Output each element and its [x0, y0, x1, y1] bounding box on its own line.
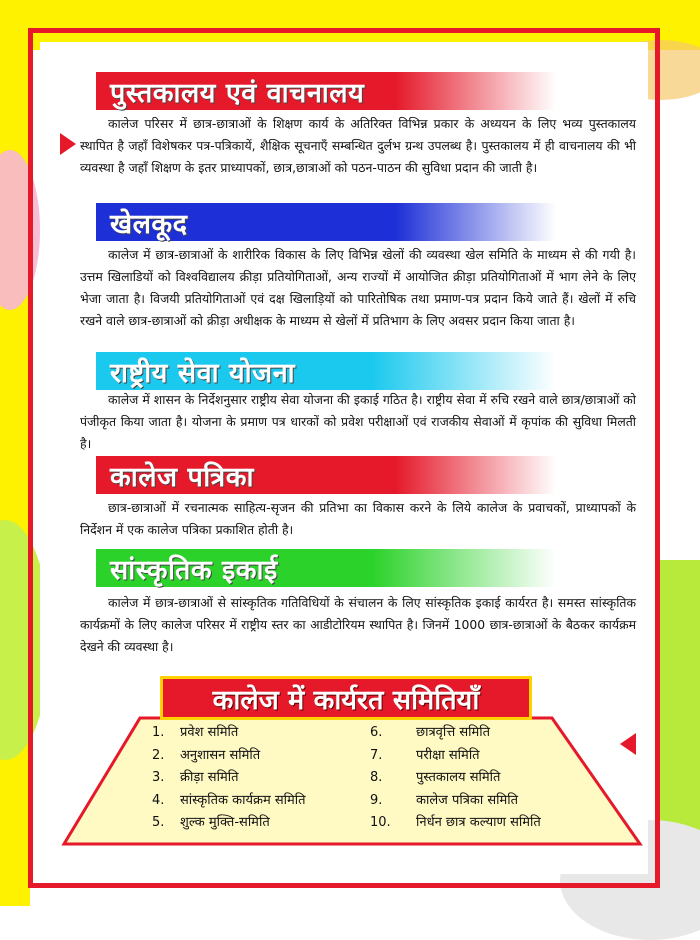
list-number: 8.	[370, 770, 383, 786]
list-label: निर्धन छात्र कल्याण समिति	[416, 815, 541, 831]
section-text-library: कालेज परिसर में छात्र-छात्राओं के शिक्षण कार्य के अतिरिक्त विभिन्न प्रकार के अध्ययन के लिए भव्य पुस्तकालय स्थापित है जहाँ विशेषकर पत्र-पत्रिकायें, शैक्षिक सूचनाएँ सम्बन्धित दुर्लभ ग्रन्थ उपलब्ध है। पुस्तकालय में ही वाचनालय की भी व्यवस्था है जहाँ शिक्षण के इतर प्राध्यापकों, छात्र,छात्राओं को पठन-पाठन की सुविधा प्रदान की जाती है।	[80, 116, 636, 175]
section-text-nss: कालेज में शासन के निर्देशनुसार राष्ट्रीय सेवा योजना की इकाई गठित है। राष्ट्रीय सेवा में रुचि रखने वाले छात्र/छात्राओं को पंजीकृत किया जाता है। योजना के प्रमाण पत्र धारकों को प्रवेश परीक्षाओं एवं राजकीय सेवाओं में कृपांक की सुविधा मिलती है।	[80, 392, 636, 451]
list-label: प्रवेश समिति	[180, 725, 239, 740]
section-text-cultural: कालेज में छात्र-छात्राओं से सांस्कृतिक गतिविधियों के संचालन के लिए सांस्कृतिक इकाई कार्यरत है। समस्त सांस्कृतिक कार्यक्रमों के लिए कालेज परिसर में राष्ट्रीय स्तर का आडीटोरियम स्थापित है। जिनमें 1000 छात्र-छात्राओं के बैठकर कार्यक्रम देखने की व्यवस्था है।	[80, 595, 636, 654]
list-number: 7.	[370, 747, 383, 763]
list-number: 6.	[370, 725, 383, 740]
list-item	[152, 812, 306, 835]
list-label: परीक्षा समिति	[416, 747, 480, 763]
list-number: 3.	[152, 770, 165, 786]
committee-title: कालेज में कार्यरत समितियाँ	[212, 684, 480, 716]
list-number: 1.	[152, 725, 165, 740]
list-label: कालेज पत्रिका समिति	[416, 792, 519, 808]
list-label: सांस्कृतिक कार्यक्रम समिति	[180, 792, 306, 808]
section-heading-text: पुस्तकालय एवं वाचनालय	[110, 77, 365, 109]
list-number: 10.	[370, 815, 391, 831]
list-label: अनुशासन समिति	[180, 747, 261, 763]
list-number: 9.	[370, 792, 383, 808]
list-label: क्रीड़ा समिति	[180, 770, 239, 786]
section-text-sports: कालेज में छात्र-छात्राओं के शारीरिक विकास के लिए विभिन्न खेलों की व्यवस्था खेल समिति के माध्यम से की गयी है। उत्तम खिलाडियों को विश्वविद्यालय क्रीड़ा प्रतियोगिताओं, अन्य राज्यों में आयोजित क्रीड़ा प्रतियोगिताओं में भाग लेने के लिए भेजा जाता है। विजयी प्रतियोगिताओं एवं दक्ष खिलाड़ियों को पारितोषिक तथा प्रमाण-पत्र प्रदान किये जाते हैं। खेलों में रुचि रखने वाले छात्र-छात्राओं को क्रीड़ा अधीक्षक के माध्यम से खेलों में प्रतिभाग के लिए अवसर प्रदान किया जाता है।	[80, 247, 636, 328]
list-number: 5.	[152, 815, 165, 831]
section-heading-text: सांस्कृतिक इकाई	[110, 554, 278, 586]
list-label: शुल्क मुक्ति-समिति	[180, 815, 270, 831]
list-item	[152, 745, 306, 768]
list-label: पुस्तकालय समिति	[416, 770, 501, 786]
list-item	[370, 812, 541, 835]
list-item	[370, 767, 541, 790]
list-item	[152, 722, 306, 745]
list-label: छात्रवृत्ति समिति	[416, 725, 491, 740]
list-item	[152, 767, 306, 790]
list-item	[370, 722, 541, 745]
committee-title-box	[160, 676, 532, 720]
list-item	[370, 745, 541, 768]
list-item	[152, 790, 306, 813]
arrow-left-icon	[620, 733, 636, 755]
section-heading-text: राष्ट्रीय सेवा योजना	[110, 357, 296, 389]
list-number: 2.	[152, 747, 165, 763]
list-number: 4.	[152, 792, 165, 808]
list-item	[370, 790, 541, 813]
section-text-magazine: छात्र-छात्राओं में रचनात्मक साहित्य-सृजन की प्रतिभा का विकास करने के लिये कालेज के प्रवाचकों, प्राध्यापकों के निर्देशन में एक कालेज पत्रिका प्रकाशित होती है।	[80, 500, 636, 537]
committee-list-right	[370, 722, 541, 835]
section-heading-text: कालेज पत्रिका	[110, 461, 254, 493]
committee-list-left	[152, 722, 306, 835]
section-heading-text: खेलकूद	[110, 208, 188, 240]
